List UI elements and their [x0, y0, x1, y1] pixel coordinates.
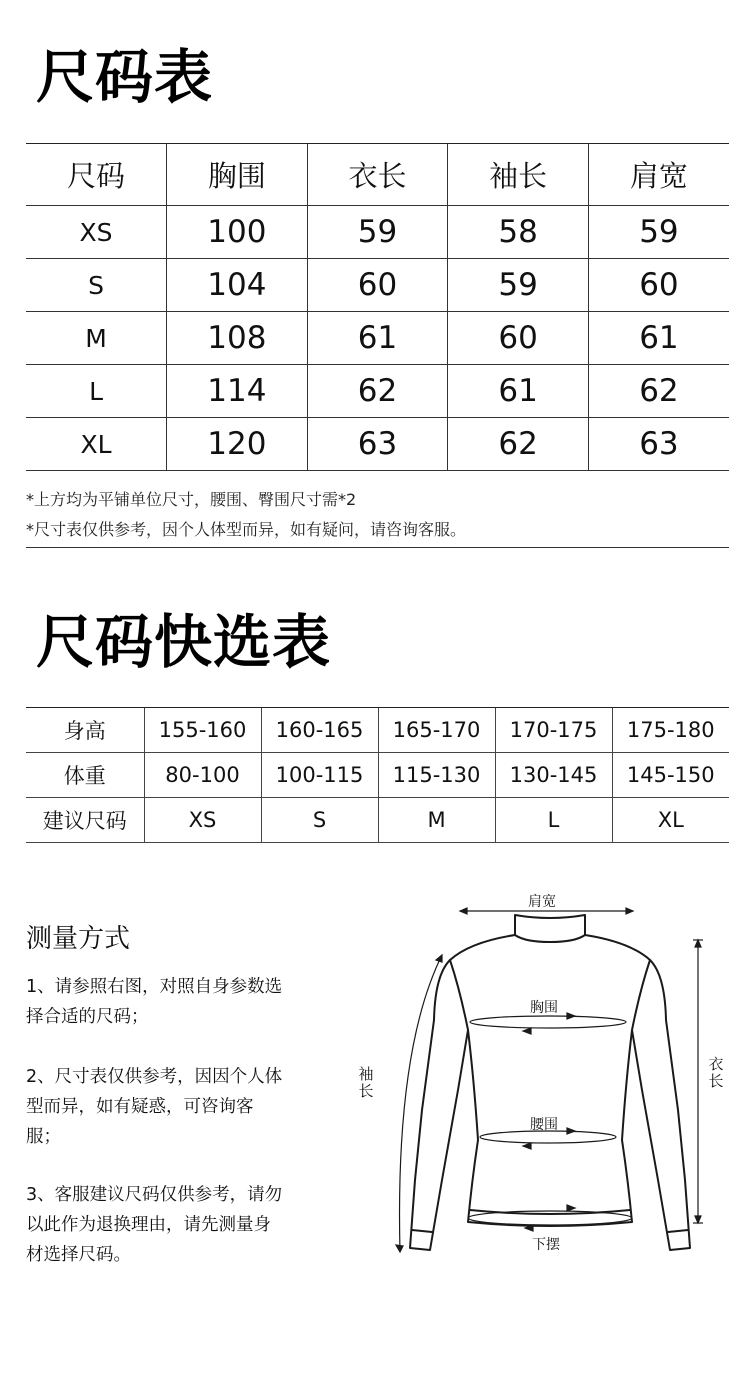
waist-label: 腰围 — [530, 1117, 558, 1133]
row-label-weight: 体重 — [26, 753, 144, 798]
size-chart-table — [26, 143, 729, 471]
table-row — [26, 418, 729, 471]
row-label-recommended-size: 建议尺码 — [26, 798, 144, 843]
size-cell: M — [378, 798, 495, 843]
size-chart-title: 尺码表 — [36, 43, 214, 111]
hem-label: 下摆 — [532, 1237, 560, 1253]
length-cell: 63 — [307, 418, 448, 471]
shoulder-cell: 61 — [588, 312, 729, 365]
shoulder-label: 肩宽 — [528, 894, 556, 910]
shoulder-cell: 60 — [588, 259, 729, 312]
table-row — [26, 365, 729, 418]
chest-cell: 114 — [167, 365, 308, 418]
row-label-height: 身高 — [26, 708, 144, 753]
weight-cell: 100-115 — [261, 753, 378, 798]
size-note: *尺寸表仅供参考，因个人体型而异，如有疑问，请咨询客服。 — [26, 520, 467, 539]
sleeve-cell: 61 — [448, 365, 589, 418]
header-length: 衣长 — [307, 144, 448, 206]
size-cell: XL — [26, 418, 167, 471]
table-row — [26, 312, 729, 365]
length-label: 衣长 — [708, 1055, 724, 1090]
measurement-step: 1、请参照右图，对照自身参数选择合适的尺码； — [26, 977, 283, 1027]
chest-label: 胸围 — [530, 1000, 558, 1016]
chest-cell: 108 — [167, 312, 308, 365]
measurement-step: 2、尺寸表仅供参考，因因个人体型而异，如有疑惑，可咨询客服； — [26, 1067, 283, 1147]
height-cell: 175-180 — [612, 708, 729, 753]
size-cell: M — [26, 312, 167, 365]
table-row — [26, 259, 729, 312]
height-cell: 165-170 — [378, 708, 495, 753]
shoulder-cell: 59 — [588, 206, 729, 259]
size-cell: S — [26, 259, 167, 312]
header-shoulder: 肩宽 — [588, 144, 729, 206]
quick-chart-table — [26, 707, 729, 843]
length-cell: 61 — [307, 312, 448, 365]
weight-cell: 130-145 — [495, 753, 612, 798]
measurement-diagram — [350, 880, 750, 1280]
height-cell: 170-175 — [495, 708, 612, 753]
divider — [26, 547, 729, 548]
header-size: 尺码 — [26, 144, 167, 206]
weight-cell: 80-100 — [144, 753, 261, 798]
sleeve-cell: 59 — [448, 259, 589, 312]
sleeve-cell: 60 — [448, 312, 589, 365]
height-cell: 160-165 — [261, 708, 378, 753]
header-sleeve: 袖长 — [448, 144, 589, 206]
size-cell: XS — [26, 206, 167, 259]
table-row — [26, 753, 729, 798]
size-cell: L — [26, 365, 167, 418]
chest-cell: 104 — [167, 259, 308, 312]
size-cell: XS — [144, 798, 261, 843]
chest-cell: 120 — [167, 418, 308, 471]
size-cell: L — [495, 798, 612, 843]
shoulder-cell: 62 — [588, 365, 729, 418]
garment-outline-icon — [350, 880, 750, 1280]
size-cell: XL — [612, 798, 729, 843]
length-cell: 59 — [307, 206, 448, 259]
height-cell: 155-160 — [144, 708, 261, 753]
header-chest: 胸围 — [167, 144, 308, 206]
shoulder-cell: 63 — [588, 418, 729, 471]
table-row — [26, 206, 729, 259]
size-note: *上方均为平铺单位尺寸，腰围、臀围尺寸需*2 — [26, 490, 357, 509]
sleeve-label: 袖长 — [358, 1065, 374, 1100]
length-cell: 60 — [307, 259, 448, 312]
size-chart-header-row — [26, 144, 729, 206]
length-cell: 62 — [307, 365, 448, 418]
table-row — [26, 798, 729, 843]
size-cell: S — [261, 798, 378, 843]
weight-cell: 115-130 — [378, 753, 495, 798]
measurement-step: 3、客服建议尺码仅供参考，请勿以此作为退换理由，请先测量身材选择尺码。 — [26, 1185, 283, 1265]
measurement-title: 测量方式 — [26, 924, 131, 954]
quick-chart-title: 尺码快选表 — [36, 608, 332, 676]
sleeve-cell: 58 — [448, 206, 589, 259]
weight-cell: 145-150 — [612, 753, 729, 798]
sleeve-cell: 62 — [448, 418, 589, 471]
table-row — [26, 708, 729, 753]
chest-cell: 100 — [167, 206, 308, 259]
